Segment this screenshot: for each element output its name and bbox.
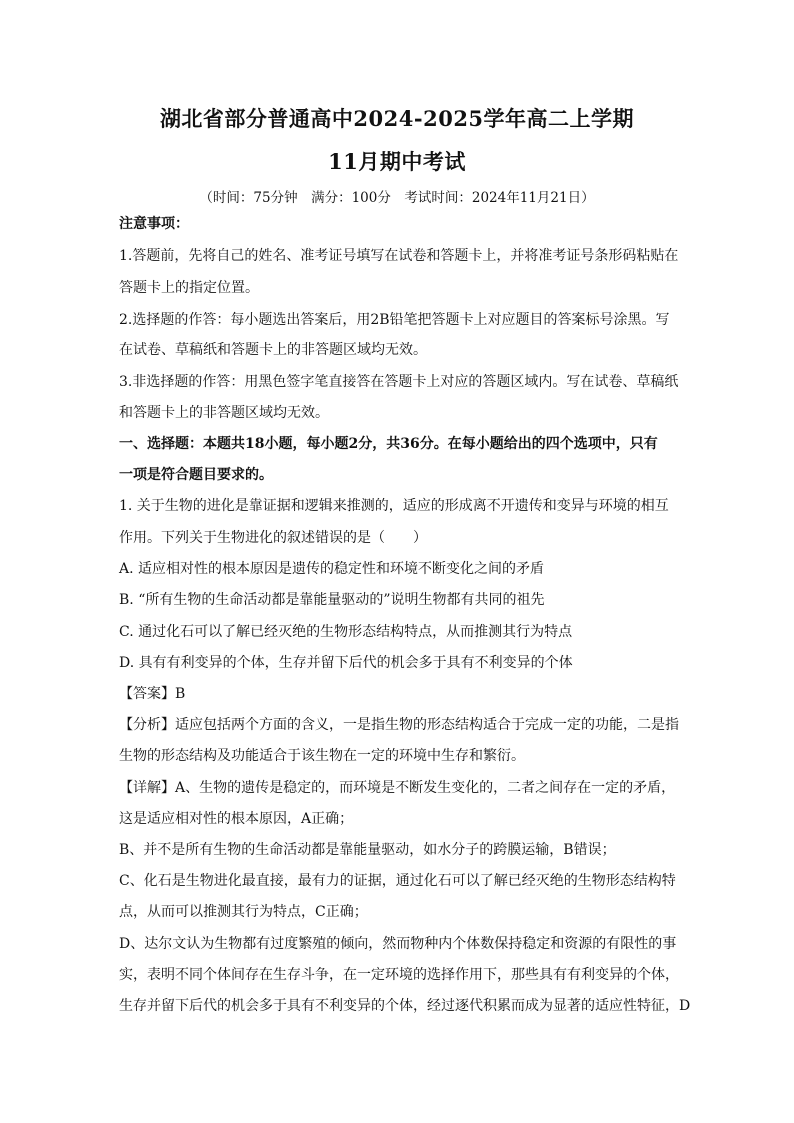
exam-info: （时间：75分钟 满分：100分 考试时间：2024年11月21日）	[199, 190, 595, 206]
notice-line: 1.答题前，先将自己的姓名、准考证号填写在试卷和答题卡上，并将准考证号条形码粘贴在	[119, 248, 679, 264]
option-b: B. “所有生物的生命活动都是靠能量驱动的”说明生物都有共同的祖先	[119, 592, 545, 608]
detail-line: 点，从而可以推测其行为特点，C正确；	[119, 904, 368, 920]
option-c: C. 通过化石可以了解已经灭绝的生物形态结构特点，从而推测其行为特点	[119, 624, 573, 640]
detail-line: B、并不是所有生物的生命活动都是靠能量驱动，如水分子的跨膜运输，B错误；	[119, 842, 616, 858]
notice-line: 在试卷、草稿纸和答题卡上的非答题区域均无效。	[119, 342, 427, 358]
notice-line: 和答题卡上的非答题区域均无效。	[119, 405, 329, 421]
notice-line: 答题卡上的指定位置。	[119, 280, 259, 296]
notice-heading: 注意事项：	[119, 216, 189, 232]
document-title: 湖北省部分普通高中2024-2025学年高二上学期	[159, 106, 635, 131]
notice-line: 3.非选择题的作答：用黑色签字笔直接答在答题卡上对应的答题区域内。写在试卷、草稿纸	[119, 374, 679, 390]
document-title-line2: 11月期中考试	[328, 149, 466, 174]
analysis-line: 【分析】适应包括两个方面的含义，一是指生物的形态结构适合于完成一定的功能，二是指	[119, 717, 679, 733]
section-heading: 一项是符合题目要求的。	[119, 467, 273, 483]
analysis-line: 生物的形态结构及功能适合于该生物在一定的环境中生存和繁衍。	[119, 748, 525, 764]
detail-line: D、达尔文认为生物都有过度繁殖的倾向，然而物种内个体数保持稳定和资源的有限性的事	[119, 936, 677, 952]
detail-line: 生存并留下后代的机会多于具有不利变异的个体，经过逐代积累而成为显著的适应性特征，D	[119, 998, 691, 1014]
question-stem: 作用。下列关于生物进化的叙述错误的是（ ）	[119, 530, 427, 546]
option-a: A. 适应相对性的根本原因是遗传的稳定性和环境不断变化之间的矛盾	[119, 561, 545, 577]
detail-line: 【详解】A、生物的遗传是稳定的，而环境是不断发生变化的，二者之间存在一定的矛盾，	[119, 780, 676, 796]
question-stem: 1. 关于生物的进化是靠证据和逻辑来推测的，适应的形成离不开遗传和变异与环境的相互	[119, 498, 669, 514]
answer: 【答案】B	[119, 686, 186, 702]
option-d: D. 具有有利变异的个体，生存并留下后代的机会多于具有不利变异的个体	[119, 655, 573, 671]
detail-line: 这是适应相对性的根本原因，A正确；	[119, 811, 354, 827]
detail-line: 实，表明不同个体间存在生存斗争，在一定环境的选择作用下，那些具有有利变异的个体，	[119, 967, 679, 983]
detail-line: C、化石是生物进化最直接，最有力的证据，通过化石可以了解已经灭绝的生物形态结构特	[119, 873, 676, 889]
notice-line: 2.选择题的作答：每小题选出答案后，用2B铅笔把答题卡上对应题目的答案标号涂黑。写	[119, 312, 670, 328]
section-heading: 一、选择题：本题共18小题，每小题2分，共36分。在每小题给出的四个选项中，只有	[119, 436, 658, 452]
